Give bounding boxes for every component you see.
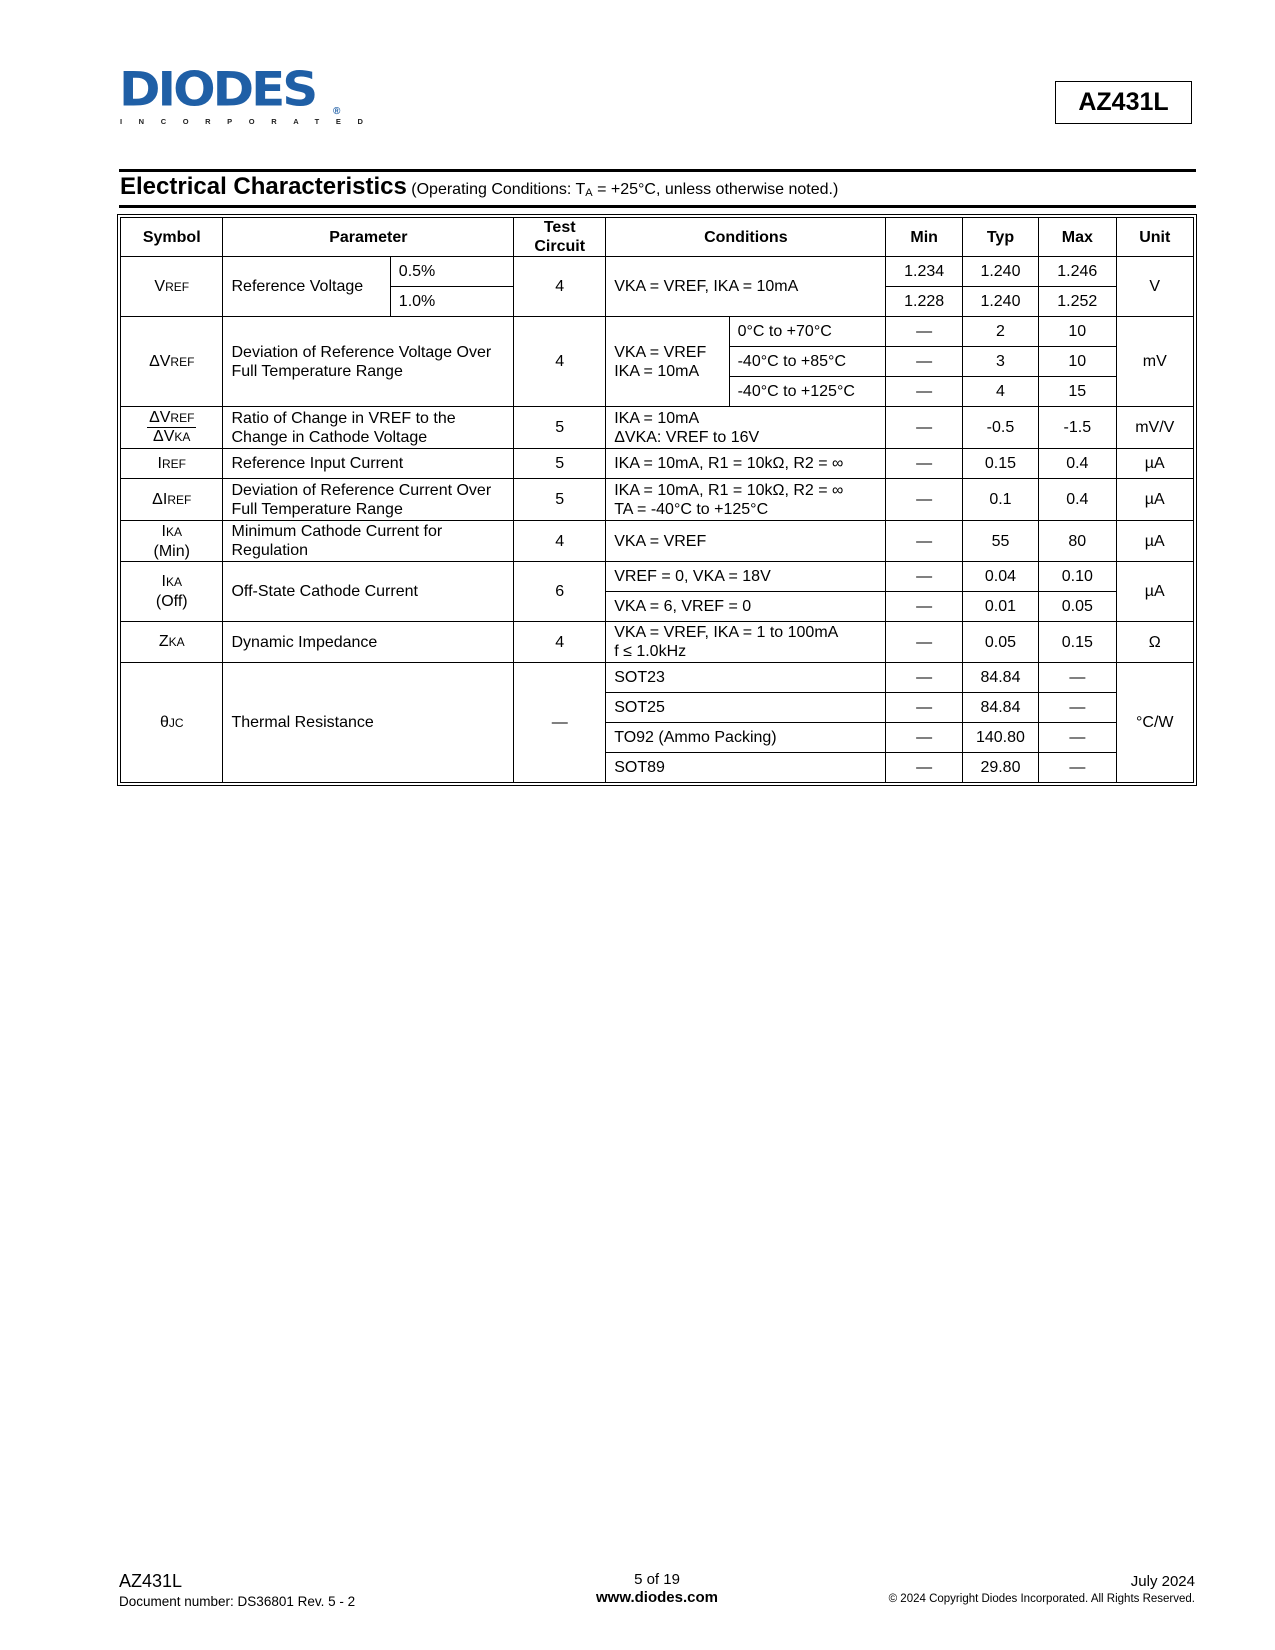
max-value: 0.4 (1039, 449, 1116, 479)
unit-iref: µA (1116, 449, 1194, 479)
typ-value: 84.84 (962, 663, 1038, 693)
note-sub: A (585, 187, 593, 199)
footer-right (889, 1573, 1195, 1605)
symbol-ratio (121, 407, 223, 449)
temp-range-1: 0°C to +70°C (729, 317, 886, 347)
circuit-iref: 5 (514, 449, 606, 479)
unit-zka: Ω (1116, 622, 1194, 663)
logo-subtext: INCORPORATED (120, 117, 380, 126)
header-min: Min (886, 218, 962, 257)
circuit-thermal: — (514, 663, 606, 783)
logo-registered-mark: ® (333, 106, 341, 117)
typ-value: 1.240 (962, 257, 1038, 287)
footer-left (119, 1571, 355, 1609)
max-value: — (1039, 753, 1116, 783)
footer-center (537, 1571, 777, 1606)
table-row (121, 622, 1194, 663)
electrical-characteristics-table (117, 214, 1197, 786)
circuit-ratio: 5 (514, 407, 606, 449)
cond-ratio: IKA = 10mA ΔVKA: VREF to 16V (606, 407, 886, 449)
cond-ika-off-1: VREF = 0, VKA = 18V (606, 562, 886, 592)
max-value: 10 (1039, 347, 1116, 377)
section-title (120, 173, 838, 201)
min-value: — (886, 592, 962, 622)
footer-copyright: © 2024 Copyright Diodes Incorporated. All Rights Reserved. (888, 1593, 1195, 1605)
min-value: 1.234 (886, 257, 962, 287)
symbol-theta-jc: θJC (121, 663, 223, 783)
min-value: — (886, 407, 962, 449)
min-value: — (886, 723, 962, 753)
min-value: — (886, 562, 962, 592)
max-value: 0.10 (1039, 562, 1116, 592)
symbol-delta-iref: ΔIREF (121, 479, 223, 521)
min-value: — (886, 622, 962, 663)
min-value: — (886, 693, 962, 723)
unit-thermal: °C/W (1116, 663, 1194, 783)
circuit-ika-min: 4 (514, 521, 606, 562)
header-test-circuit: Test Circuit (514, 218, 606, 257)
typ-value: 2 (962, 317, 1038, 347)
table-row (121, 449, 1194, 479)
section-title-text: Electrical Characteristics (120, 173, 407, 200)
param-thermal: Thermal Resistance (223, 663, 514, 783)
ratio-fraction: $\frac{\text{ΔVREF}}{\text{ΔVKA}}$ (149, 409, 195, 445)
typ-value: 140.80 (962, 723, 1038, 753)
max-value: 0.4 (1039, 479, 1116, 521)
cond-dvref: VKA = VREF IKA = 10mA (606, 317, 729, 407)
typ-value: -0.5 (962, 407, 1038, 449)
param-deviation-vref: Deviation of Reference Voltage Over Full Temperature Range (223, 317, 514, 407)
typ-value: 0.15 (962, 449, 1038, 479)
param-reference-voltage: Reference Voltage (223, 257, 390, 317)
cond-package: TO92 (Ammo Packing) (606, 723, 886, 753)
typ-value: 0.1 (962, 479, 1038, 521)
cond-iref: IKA = 10mA, R1 = 10kΩ, R2 = ∞ (606, 449, 886, 479)
cond-ika-off-2: VKA = 6, VREF = 0 (606, 592, 886, 622)
min-value: 1.228 (886, 287, 962, 317)
cond-zka: VKA = VREF, IKA = 1 to 100mA f ≤ 1.0kHz (606, 622, 886, 663)
footer-website-link[interactable]: www.diodes.com (596, 1589, 718, 1606)
max-value: 1.252 (1039, 287, 1116, 317)
typ-value: 1.240 (962, 287, 1038, 317)
tolerance-2: 1.0% (390, 287, 513, 317)
max-value: — (1039, 663, 1116, 693)
min-value: — (886, 377, 962, 407)
unit-ratio: mV/V (1116, 407, 1194, 449)
table-row (121, 663, 1194, 693)
max-value: 0.05 (1039, 592, 1116, 622)
header-typ: Typ (962, 218, 1038, 257)
top-rule (119, 169, 1196, 172)
tolerance-1: 0.5% (390, 257, 513, 287)
unit-vref: V (1116, 257, 1194, 317)
cond-package: SOT25 (606, 693, 886, 723)
min-value: — (886, 753, 962, 783)
max-value: 0.15 (1039, 622, 1116, 663)
cond-diref: IKA = 10mA, R1 = 10kΩ, R2 = ∞ TA = -40°C to +125°C (606, 479, 886, 521)
param-ika-min: Minimum Cathode Current for Regulation (223, 521, 514, 562)
symbol-ika-off: IKA (Off) (121, 562, 223, 622)
symbol-ika-min: IKA (Min) (121, 521, 223, 562)
symbol-vref: VREF (121, 257, 223, 317)
max-value: 15 (1039, 377, 1116, 407)
min-value: — (886, 347, 962, 377)
max-value: 10 (1039, 317, 1116, 347)
header-parameter: Parameter (223, 218, 514, 257)
cond-package: SOT89 (606, 753, 886, 783)
min-value: — (886, 521, 962, 562)
table-row (121, 317, 1194, 347)
min-value: — (886, 479, 962, 521)
max-value: — (1039, 693, 1116, 723)
typ-value: 55 (962, 521, 1038, 562)
diodes-logo (119, 62, 380, 128)
symbol-iref: IREF (121, 449, 223, 479)
circuit-diref: 5 (514, 479, 606, 521)
header-max: Max (1039, 218, 1116, 257)
bottom-rule (119, 205, 1196, 208)
typ-value: 0.04 (962, 562, 1038, 592)
table-row (121, 257, 1194, 287)
note-suffix: = +25°C, unless otherwise noted.) (592, 181, 839, 198)
header-symbol: Symbol (121, 218, 223, 257)
circuit-zka: 4 (514, 622, 606, 663)
footer-part-number: AZ431L (119, 1571, 183, 1591)
table-row (121, 407, 1194, 449)
param-ratio: Ratio of Change in VREF to the Change in Cathode Voltage (223, 407, 514, 449)
param-ika-off: Off-State Cathode Current (223, 562, 514, 622)
typ-value: 29.80 (962, 753, 1038, 783)
circuit-dvref: 4 (514, 317, 606, 407)
max-value: 1.246 (1039, 257, 1116, 287)
table-row (121, 479, 1194, 521)
cond-ika-min: VKA = VREF (606, 521, 886, 562)
unit-dvref: mV (1116, 317, 1194, 407)
circuit-vref: 4 (514, 257, 606, 317)
circuit-ika-off: 6 (514, 562, 606, 622)
unit-ika-min: µA (1116, 521, 1194, 562)
param-zka: Dynamic Impedance (223, 622, 514, 663)
symbol-delta-vref: ΔVREF (121, 317, 223, 407)
unit-ika-off: µA (1116, 562, 1194, 622)
table-header-row (121, 218, 1194, 257)
table-row (121, 562, 1194, 592)
typ-value: 0.05 (962, 622, 1038, 663)
part-number-box: AZ431L (1055, 81, 1192, 124)
section-note (411, 181, 838, 198)
typ-value: 84.84 (962, 693, 1038, 723)
footer-doc-number: Document number: DS36801 Rev. 5 - 2 (119, 1594, 356, 1609)
symbol-zka: ZKA (121, 622, 223, 663)
header-unit: Unit (1116, 218, 1194, 257)
table-row (121, 521, 1194, 562)
max-value: — (1039, 723, 1116, 753)
logo-wordmark: DIODES (119, 62, 316, 118)
typ-value: 4 (962, 377, 1038, 407)
temp-range-3: -40°C to +125°C (729, 377, 886, 407)
min-value: — (886, 449, 962, 479)
unit-diref: µA (1116, 479, 1194, 521)
header-conditions: Conditions (606, 218, 886, 257)
typ-value: 0.01 (962, 592, 1038, 622)
cond-package: SOT23 (606, 663, 886, 693)
cond-vref: VKA = VREF, IKA = 10mA (606, 257, 886, 317)
max-value: -1.5 (1039, 407, 1116, 449)
temp-range-2: -40°C to +85°C (729, 347, 886, 377)
typ-value: 3 (962, 347, 1038, 377)
min-value: — (886, 663, 962, 693)
param-iref: Reference Input Current (223, 449, 514, 479)
note-prefix: (Operating Conditions: T (411, 181, 586, 198)
footer-page-number: 5 of 19 (634, 1571, 680, 1588)
param-diref: Deviation of Reference Current Over Full Temperature Range (223, 479, 514, 521)
max-value: 80 (1039, 521, 1116, 562)
min-value: — (886, 317, 962, 347)
footer-date: July 2024 (1130, 1573, 1195, 1590)
